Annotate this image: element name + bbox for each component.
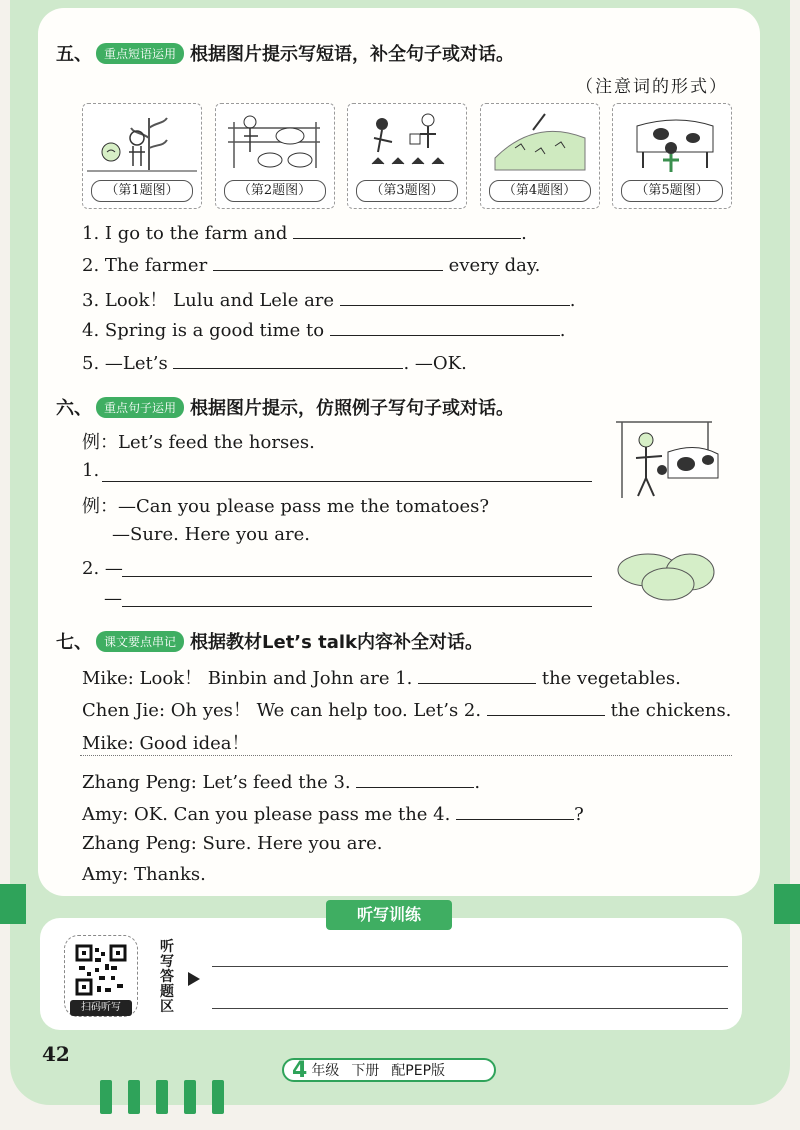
s7-line-4	[82, 770, 480, 793]
s5-item-4-end: .	[559, 320, 566, 341]
s7-line-2-end: the chickens.	[610, 700, 732, 721]
s7-line-1	[82, 664, 681, 690]
picture-4	[480, 103, 600, 209]
s7-line-1-end: the vegetables.	[541, 668, 681, 689]
decorative-bars	[100, 1080, 224, 1114]
s7-line-5-end: ?	[574, 804, 584, 825]
s5-item-1	[82, 221, 527, 244]
deco-bar	[184, 1080, 196, 1114]
s7-line-5-text: Amy: OK. Can you please pass me the 4.	[82, 804, 451, 825]
s5-item-5-blank[interactable]	[173, 351, 403, 369]
s5-item-2	[82, 253, 540, 276]
dictation-line-2[interactable]	[212, 1008, 728, 1009]
s7-blank-2[interactable]	[487, 698, 605, 716]
section7-number: 七、	[56, 632, 92, 653]
grade-info	[282, 1058, 496, 1082]
qr-label: 扫码听写	[70, 1000, 132, 1016]
section5-title: 根据图片提示写短语，补全句子或对话。	[190, 44, 515, 65]
s5-item-2-blank[interactable]	[213, 253, 443, 271]
qr-code-icon	[75, 944, 127, 996]
s7-blank-3[interactable]	[356, 770, 474, 788]
section5-number: 五、	[56, 44, 92, 65]
dictation-side-label: 听写答题区	[160, 939, 174, 1015]
planting-illustration	[352, 108, 462, 178]
picture-1	[82, 103, 202, 209]
feeding-pigs-illustration	[220, 108, 330, 178]
s5-item-5-text: 5. —Let’s	[82, 353, 168, 374]
s7-line-2	[82, 696, 731, 722]
side-tab-right	[774, 884, 800, 924]
dotted-separator	[80, 755, 732, 756]
s5-item-3-blank[interactable]	[340, 288, 570, 306]
deco-bar	[212, 1080, 224, 1114]
page-number: 42	[42, 1042, 70, 1066]
picture-3	[347, 103, 467, 209]
s7-line-7: Amy: Thanks.	[82, 864, 206, 885]
section6-badge: 重点句子运用	[96, 397, 184, 418]
s5-item-3-text: 3. Look！ Lulu and Lele are	[82, 290, 335, 311]
s6-example-2a: 例：—Can you please pass me the tomatoes?	[82, 496, 489, 517]
s7-line-5	[82, 802, 584, 825]
s6-item-2b-label: —	[104, 588, 122, 609]
s7-line-3: Mike: Good idea！	[82, 733, 250, 754]
grade-suffix: 年级	[311, 1063, 340, 1079]
s6-item-2-line-a[interactable]	[122, 576, 592, 577]
s6-example-1: 例：Let’s feed the horses.	[82, 432, 315, 453]
section5-heading	[56, 40, 514, 66]
s7-blank-4[interactable]	[456, 802, 574, 820]
section6-title: 根据图片提示，仿照例子写句子或对话。	[190, 398, 515, 419]
s5-item-1-text: 1. I go to the farm and	[82, 223, 288, 244]
deco-bar	[156, 1080, 168, 1114]
s5-item-3	[82, 286, 576, 312]
section7-badge: 课文要点串记	[96, 631, 184, 652]
s6-item-2-label: 2. —	[82, 558, 123, 579]
deco-bar	[128, 1080, 140, 1114]
watering-illustration	[485, 108, 595, 178]
section7-title: 根据教材Let’s talk内容补全对话。	[190, 632, 484, 653]
picture-4-caption: （第4题图）	[489, 180, 591, 202]
s5-item-4-text: 4. Spring is a good time to	[82, 320, 325, 341]
dictation-line-1[interactable]	[212, 966, 728, 967]
s6-item-2-line-b[interactable]	[122, 606, 592, 607]
picture-5	[612, 103, 732, 209]
volume-label: 下册	[351, 1063, 380, 1079]
s5-item-4	[82, 318, 566, 341]
section6-number: 六、	[56, 398, 92, 419]
s5-item-1-end: .	[521, 223, 527, 244]
s5-item-4-blank[interactable]	[330, 318, 560, 336]
feeding-cow-illustration	[612, 412, 722, 502]
s5-item-1-blank[interactable]	[293, 221, 521, 239]
s6-item-1-label: 1.	[82, 460, 100, 481]
s7-line-6: Zhang Peng: Sure. Here you are.	[82, 833, 383, 854]
deco-bar	[100, 1080, 112, 1114]
s7-line-1-text: Mike: Look！ Binbin and John are 1.	[82, 668, 413, 689]
s5-item-5-end: . —OK.	[403, 353, 467, 374]
farm-plant-illustration	[87, 108, 197, 178]
s5-item-2-end: every day.	[448, 255, 541, 276]
arrow-right-icon	[188, 972, 200, 986]
dictation-box	[40, 918, 742, 1030]
potatoes-illustration	[612, 548, 722, 604]
grade-number: 4	[292, 1057, 308, 1083]
s7-line-4-text: Zhang Peng: Let’s feed the 3.	[82, 772, 351, 793]
s5-item-2-text: 2. The farmer	[82, 255, 208, 276]
picture-1-caption: （第1题图）	[91, 180, 193, 202]
section6-heading	[56, 394, 514, 420]
dictation-tag: 听写训练	[326, 900, 452, 930]
s7-line-4-end: .	[474, 772, 481, 793]
picture-3-caption: （第3题图）	[356, 180, 458, 202]
s7-blank-1[interactable]	[418, 666, 536, 684]
s6-example-2b: —Sure. Here you are.	[112, 524, 310, 545]
section5-note: （注意词的形式）	[576, 77, 728, 97]
s5-item-5	[82, 351, 467, 374]
picture-row	[82, 103, 732, 209]
picture-2	[215, 103, 335, 209]
s6-item-1-line[interactable]	[102, 481, 592, 482]
picture-2-caption: （第2题图）	[224, 180, 326, 202]
s7-line-2-text: Chen Jie: Oh yes！ We can help too. Let’s 2.	[82, 700, 482, 721]
edition-label: 配PEP版	[391, 1063, 446, 1079]
milking-cow-illustration	[617, 108, 727, 178]
picture-5-caption: （第5题图）	[621, 180, 723, 202]
side-tab-left	[0, 884, 26, 924]
section7-heading	[56, 628, 483, 654]
s5-item-3-end: .	[569, 290, 576, 311]
section5-badge: 重点短语运用	[96, 43, 184, 64]
